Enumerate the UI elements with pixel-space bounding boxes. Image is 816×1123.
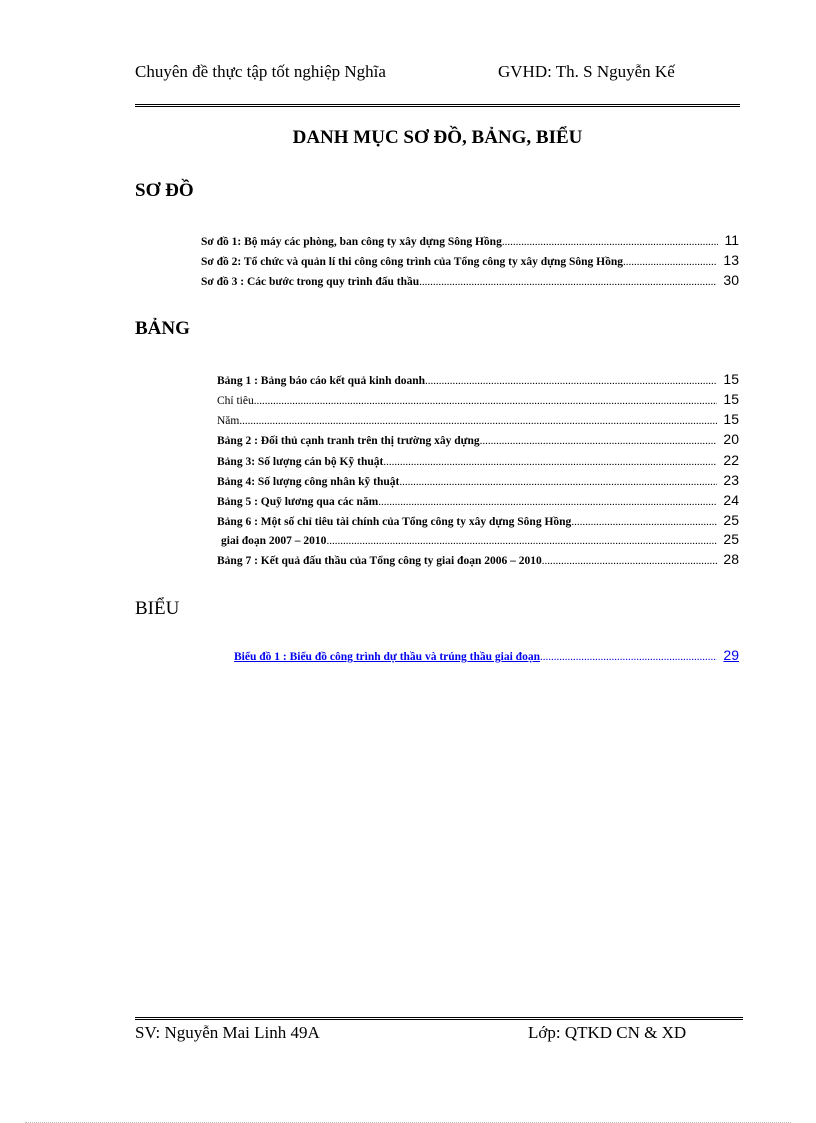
toc-leader-dots <box>540 651 717 663</box>
toc-entry-label: Bảng 2 : Đối thủ cạnh tranh trên thị trường xây dựng <box>217 435 480 447</box>
toc-page-number: 15 <box>723 411 739 427</box>
toc-entry-chi-tieu[interactable] <box>217 391 739 411</box>
toc-entry-label: Chỉ tiêu <box>217 395 254 407</box>
toc-leader-dots <box>378 496 717 508</box>
toc-entry-label: Năm <box>217 415 240 427</box>
toc-entry-label: Sơ đồ 2: Tổ chức và quản lí thi công công trình của Tổng công ty xây dựng Sông Hồng <box>201 256 624 268</box>
toc-leader-dots <box>254 395 718 407</box>
toc-page-number: 15 <box>723 371 739 387</box>
toc-page-number: 24 <box>723 492 739 508</box>
toc-entry-label: Bảng 3: Số lượng cán bộ Kỹ thuật <box>217 456 384 468</box>
toc-page-number: 20 <box>723 431 739 447</box>
toc-entry-nam[interactable] <box>217 411 739 431</box>
page-title: DANH MỤC SƠ ĐỒ, BẢNG, BIỂU <box>292 127 583 148</box>
toc-entry-bang-3[interactable] <box>217 452 739 472</box>
toc-entry-so-do-1[interactable] <box>201 232 739 252</box>
toc-page-number: 13 <box>723 252 739 268</box>
toc-leader-dots <box>542 555 718 567</box>
toc-page-number: 30 <box>723 272 739 288</box>
toc-entry-bang-7[interactable] <box>217 551 739 571</box>
header-right-text: GVHD: Th. S Nguyễn Kế <box>498 62 675 81</box>
toc-leader-dots <box>425 375 717 387</box>
header-left-text: Chuyên đề thực tập tốt nghiệp Nghĩa <box>135 62 386 81</box>
toc-entry-label: Biểu đồ 1 : Biểu đồ công trình dự thầu và trúng thầu giai đoạn <box>234 651 540 663</box>
toc-page-number: 22 <box>723 452 739 468</box>
toc-entry-label: Bảng 5 : Quỹ lương qua các năm <box>217 496 379 508</box>
toc-leader-dots <box>502 236 719 248</box>
toc-entry-label: Sơ đồ 1: Bộ máy các phòng, ban công ty xây dựng Sông Hồng <box>201 236 502 248</box>
toc-page-number: 11 <box>724 232 739 248</box>
toc-entry-label: Sơ đồ 3 : Các bước trong quy trình đấu thầu <box>201 276 420 288</box>
toc-entry-bang-1[interactable] <box>217 371 739 391</box>
toc-page-number: 25 <box>723 531 739 547</box>
toc-leader-dots <box>326 535 717 547</box>
toc-entry-so-do-3[interactable] <box>201 272 739 292</box>
toc-leader-dots <box>571 516 717 528</box>
section-heading-bieu: BIỂU <box>135 598 180 619</box>
toc-entry-bang-6[interactable] <box>217 512 739 532</box>
toc-entry-bang-5[interactable] <box>217 492 739 512</box>
toc-entry-bieu-do-1-link[interactable] <box>234 647 739 667</box>
toc-page-number: 29 <box>723 647 739 663</box>
toc-entry-bang-4[interactable] <box>217 472 739 492</box>
toc-entry-label: Bảng 7 : Kết quả đấu thầu của Tổng công ty giai đoạn 2006 – 2010 <box>217 555 542 567</box>
toc-page-number: 28 <box>723 551 739 567</box>
footer-divider <box>135 1017 743 1020</box>
toc-leader-dots <box>623 256 717 268</box>
toc-entry-bang-2[interactable] <box>217 431 739 451</box>
toc-entry-label: giai đoạn 2007 – 2010 <box>221 535 327 547</box>
section-heading-so-do: SƠ ĐỒ <box>135 180 194 201</box>
toc-entry-so-do-2[interactable] <box>201 252 739 272</box>
section-heading-bang: BẢNG <box>135 318 190 339</box>
toc-leader-dots <box>480 435 718 447</box>
header-divider <box>135 104 740 107</box>
footer-right-text: Lớp: QTKD CN & XD <box>528 1023 687 1042</box>
toc-page-number: 23 <box>723 472 739 488</box>
toc-leader-dots <box>419 276 717 288</box>
toc-leader-dots <box>239 415 717 427</box>
toc-page-number: 25 <box>723 512 739 528</box>
toc-entry-bang-6-cont[interactable] <box>221 531 739 551</box>
toc-entry-label: Bảng 6 : Một số chỉ tiêu tài chính của Tổng công ty xây dựng Sông Hồng <box>217 516 572 528</box>
toc-entry-label: Bảng 1 : Bảng báo cáo kết quả kinh doanh <box>217 375 426 387</box>
toc-leader-dots <box>399 476 717 488</box>
toc-page-number: 15 <box>723 391 739 407</box>
toc-leader-dots <box>383 456 717 468</box>
toc-entry-label: Bảng 4: Số lượng công nhân kỹ thuật <box>217 476 400 488</box>
footer-left-text: SV: Nguyễn Mai Linh 49A <box>135 1023 320 1042</box>
